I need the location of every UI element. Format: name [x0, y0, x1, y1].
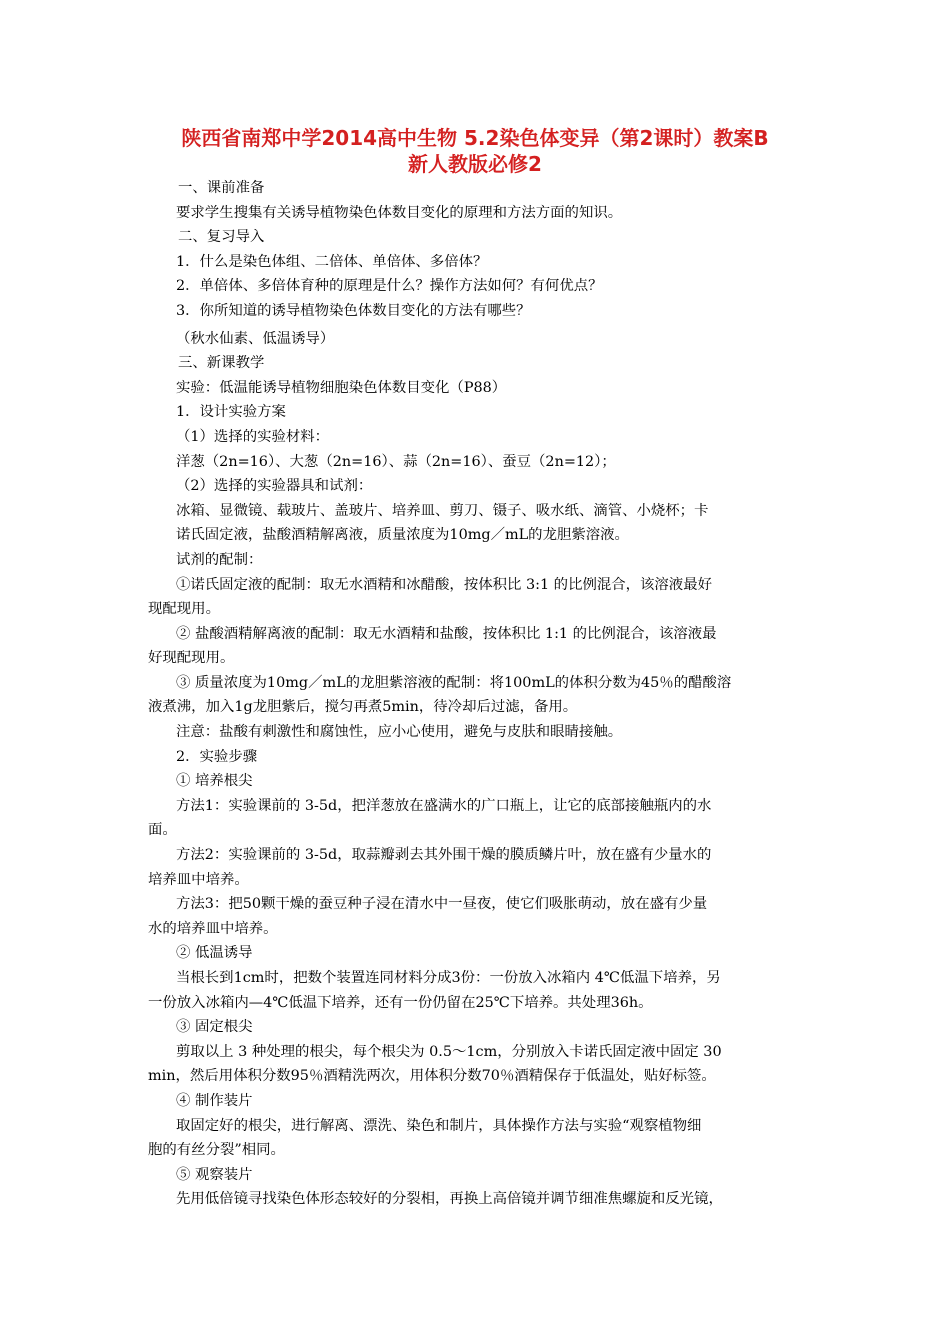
- paragraph-line: 要求学生搜集有关诱导植物染色体数目变化的原理和方法方面的知识。: [176, 204, 623, 221]
- answer-line: （秋水仙素、低温诱导）: [176, 330, 335, 347]
- paragraph-line: （2）选择的实验器具和试剂：: [176, 478, 373, 495]
- paragraph-line: ①诺氏固定液的配制：取无水酒精和冰醋酸，按体积比 3:1 的比例混合，该溶液最好: [176, 576, 712, 593]
- document-body: [148, 176, 813, 1212]
- step-heading: ⑤ 观察装片: [176, 1166, 253, 1183]
- step-heading: ② 低温诱导: [176, 945, 253, 962]
- paragraph-line: 实验：低温能诱导植物细胞染色体数目变化（P88）: [176, 379, 507, 396]
- document-title-line-1: 陕西省南郑中学2014高中生物 5.2染色体变异（第2课时）教案B: [181, 126, 769, 150]
- paragraph-line: 洋葱（2n=16）、大葱（2n=16）、蒜（2n=16）、蚕豆（2n=12）；: [176, 453, 616, 470]
- paragraph-line: 方法2：实验课前的 3-5d，取蒜瓣剥去其外围干燥的膜质鳞片叶，放在盛有少量水的: [176, 847, 712, 864]
- paragraph-line: min，然后用体积分数95％酒精洗两次，用体积分数70％酒精保存于低温处，贴好标签。: [148, 1068, 716, 1085]
- step-heading: ③ 固定根尖: [176, 1019, 253, 1036]
- paragraph-line: （1）选择的实验材料：: [176, 428, 330, 445]
- note-line: 注意：盐酸有刺激性和腐蚀性，应小心使用，避免与皮肤和眼睛接触。: [176, 724, 623, 741]
- step-heading: ④ 制作装片: [176, 1092, 253, 1109]
- subsection-heading: 1．设计实验方案: [176, 404, 286, 421]
- paragraph-line: 培养皿中培养。: [148, 871, 249, 888]
- paragraph-line: 冰箱、显微镜、载玻片、盖玻片、培养皿、剪刀、镊子、吸水纸、滴管、小烧杯；卡: [176, 502, 709, 519]
- paragraph-line: 液煮沸，加入1g龙胆紫后，搅匀再煮5min，待冷却后过滤，备用。: [148, 699, 578, 716]
- section-heading: 一、课前准备: [178, 180, 265, 196]
- question-line: 1．什么是染色体组、二倍体、单倍体、多倍体？: [176, 253, 488, 270]
- paragraph-line: 胞的有丝分裂”相同。: [148, 1142, 285, 1159]
- paragraph-line: 水的培养皿中培养。: [148, 920, 278, 937]
- paragraph-line: 当根长到1cm时，把数个装置连同材料分成3份：一份放入冰箱内 4℃低温下培养，另: [176, 970, 721, 986]
- paragraph-line: 取固定好的根尖，进行解离、漂洗、染色和制片，具体操作方法与实验“观察植物细: [176, 1117, 702, 1134]
- subsection-heading: 2．实验步骤: [176, 748, 258, 765]
- step-heading: ① 培养根尖: [176, 773, 253, 790]
- paragraph-line: 诺氏固定液，盐酸酒精解离液，质量浓度为10mg／mL的龙胆紫溶液。: [176, 527, 629, 544]
- paragraph-line: 方法1：实验课前的 3-5d，把洋葱放在盛满水的广口瓶上，让它的底部接触瓶内的水: [176, 797, 712, 814]
- paragraph-line: 好现配现用。: [148, 650, 235, 667]
- paragraph-line: 试剂的配制：: [176, 551, 263, 568]
- paragraph-line: 面。: [148, 822, 177, 839]
- section-heading: 二、复习导入: [178, 229, 265, 246]
- paragraph-line: 剪取以上 3 种处理的根尖，每个根尖为 0.5～1cm，分别放入卡诺氏固定液中固定 30: [176, 1043, 722, 1060]
- question-line: 2．单倍体、多倍体育种的原理是什么？操作方法如何？有何优点？: [176, 278, 603, 295]
- paragraph-line: 先用低倍镜寻找染色体形态较好的分裂相，再换上高倍镜并调节细准焦螺旋和反光镜，: [176, 1191, 723, 1208]
- paragraph-line: 方法3：把50颗干燥的蚕豆种子浸在清水中一昼夜，使它们吸胀萌动，放在盛有少量: [176, 896, 708, 913]
- paragraph-line: 现配现用。: [148, 601, 220, 618]
- paragraph-line: ② 盐酸酒精解离液的配制：取无水酒精和盐酸，按体积比 1:1 的比例混合，该溶液最: [176, 625, 717, 642]
- document-title-line-2: 新人教版必修2: [408, 152, 542, 176]
- section-heading: 三、新课教学: [178, 355, 265, 372]
- paragraph-line: 一份放入冰箱内—4℃低温下培养，还有一份仍留在25℃下培养。共处理36h。: [148, 994, 653, 1011]
- paragraph-line: ③ 质量浓度为10mg／mL的龙胆紫溶液的配制：将100mL的体积分数为45％的醋酸溶: [176, 674, 732, 691]
- question-line: 3．你所知道的诱导植物染色体数目变化的方法有哪些？: [176, 302, 531, 319]
